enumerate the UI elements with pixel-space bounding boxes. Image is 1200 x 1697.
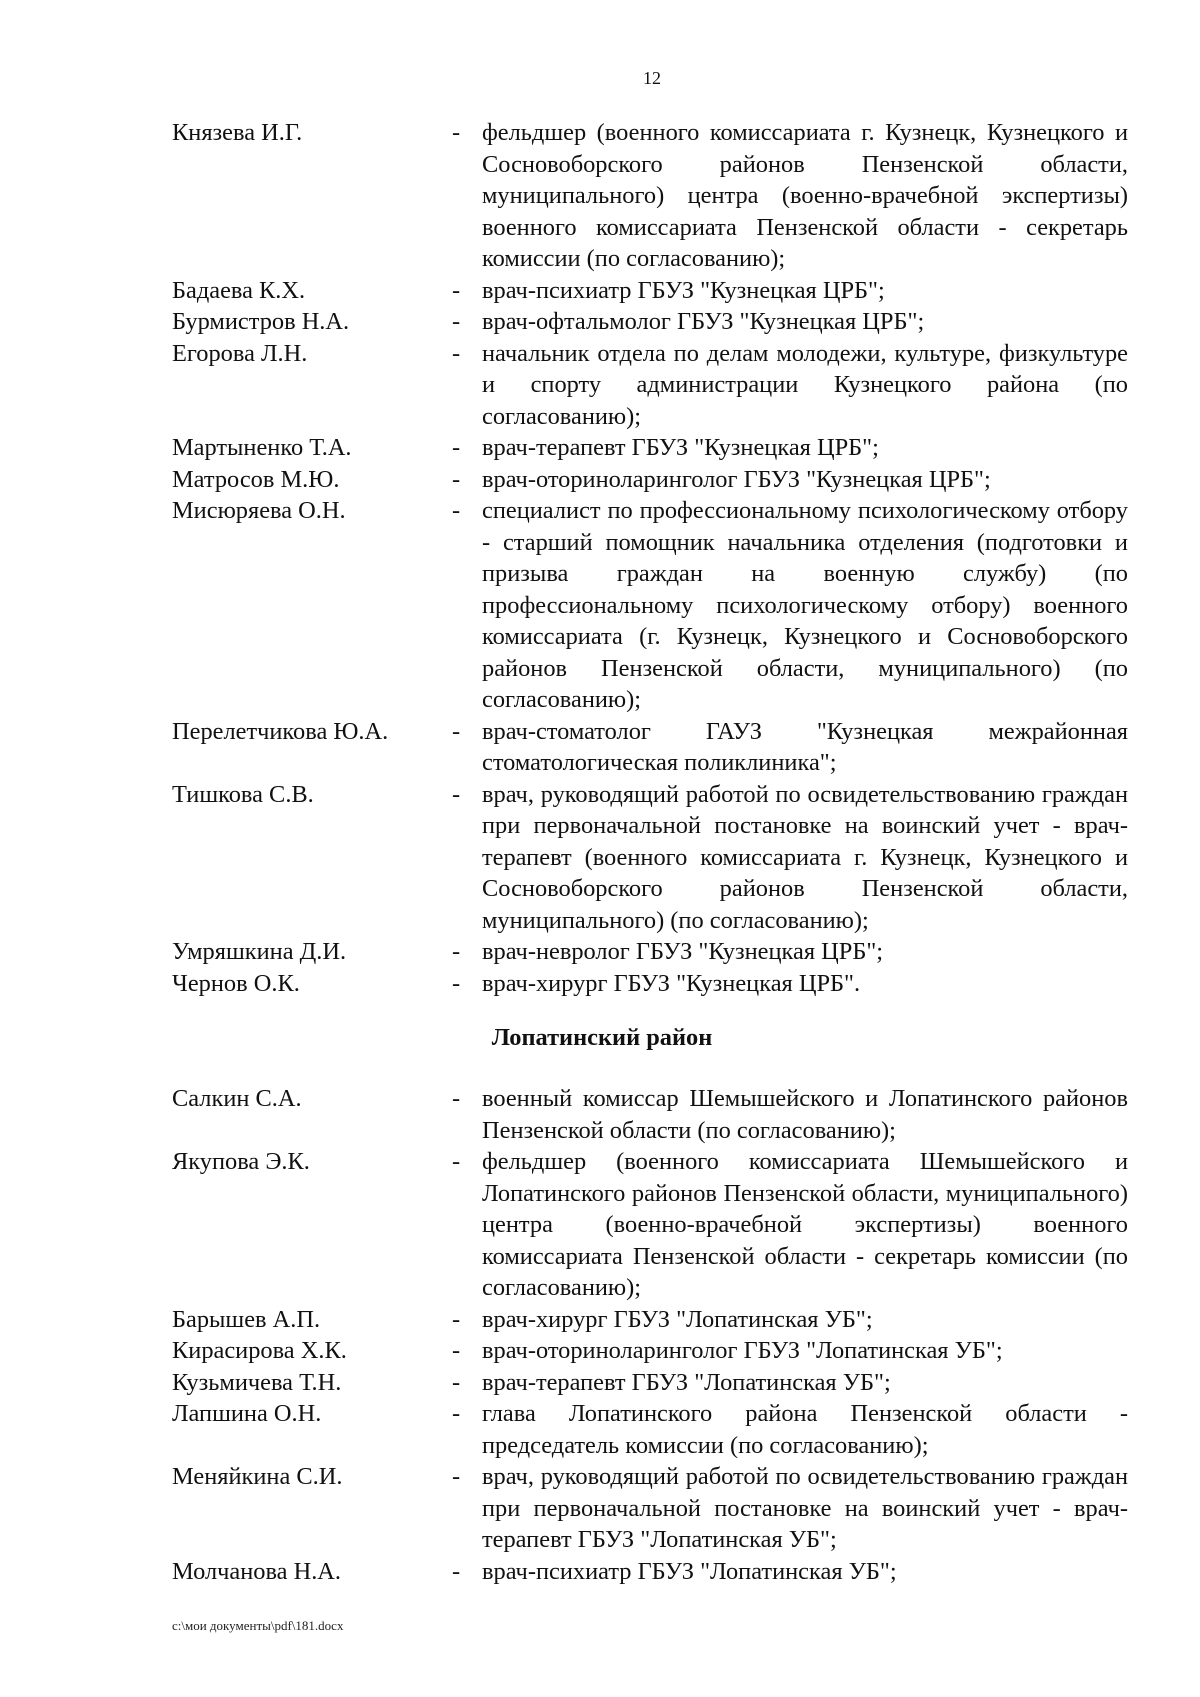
dash-separator: -: [452, 1148, 461, 1175]
member-position: специалист по профессиональному психологическому отбору - старший помощник начальника отделения (подготовки и призыва граждан на военную службу) (по профессиональному психологическому отбору) военного комиссариата (г. Кузнецк, Кузнецкого и Сосновоборского районов Пензенской области, муниципального) (по согласованию);: [482, 497, 1128, 713]
member-name: Матросов М.Ю.: [172, 465, 340, 493]
member-position: начальник отдела по делам молодежи, культуре, физкультуре и спорту администрации Кузнецкого района (по согласованию);: [482, 339, 1128, 430]
dash-separator: -: [452, 1400, 461, 1427]
member-name: Тишкова С.В.: [172, 780, 314, 808]
member-position: врач-невролог ГБУЗ "Кузнецкая ЦРБ";: [482, 938, 884, 965]
member-name: Перелетчикова Ю.А.: [172, 717, 389, 745]
dash-separator: -: [452, 465, 461, 493]
member-position: фельдшер (военного комиссариата Шемышейского и Лопатинского районов Пензенской области, муниципального) центра (военно-врачебной экспертизы) военного комиссариата Пензенской области - секретарь комиссии (по согласованию);: [482, 1148, 1128, 1301]
member-name: Бурмистров Н.А.: [172, 308, 350, 335]
list-item: [172, 716, 1138, 779]
dash-separator: -: [452, 434, 461, 461]
dash-separator: -: [452, 1368, 461, 1396]
footer-file-path: c:\мои документы\pdf\181.docx: [172, 1618, 344, 1633]
dash-separator: -: [452, 969, 461, 997]
dash-separator: -: [452, 1305, 461, 1333]
member-position: врач-психиатр ГБУЗ "Кузнецкая ЦРБ";: [482, 276, 885, 304]
member-position: врач-терапевт ГБУЗ "Лопатинская УБ";: [482, 1368, 891, 1396]
dash-separator: -: [452, 1337, 461, 1364]
member-position: врач-оториноларинголог ГБУЗ "Кузнецкая ЦРБ";: [482, 465, 991, 493]
member-name: Кузьмичева Т.Н.: [172, 1368, 342, 1396]
commission-list-bottom: [172, 1083, 1138, 1587]
list-item: [172, 464, 1138, 496]
list-item: [172, 968, 1138, 1000]
member-position: врач-офтальмолог ГБУЗ "Кузнецкая ЦРБ";: [482, 308, 925, 335]
member-position: врач-терапевт ГБУЗ "Кузнецкая ЦРБ";: [482, 434, 879, 461]
list-item: [172, 1461, 1138, 1556]
list-item: [172, 495, 1138, 716]
dash-separator: -: [452, 1463, 461, 1490]
member-name: Кирасирова Х.К.: [172, 1337, 347, 1364]
dash-separator: -: [452, 938, 461, 965]
member-name: Барышев А.П.: [172, 1305, 321, 1333]
member-name: Молчанова Н.А.: [172, 1557, 342, 1585]
dash-separator: -: [452, 780, 461, 808]
list-item: [172, 779, 1138, 937]
member-name: Мисюряева О.Н.: [172, 497, 346, 524]
member-position: врач-хирург ГБУЗ "Лопатинская УБ";: [482, 1305, 873, 1333]
member-name: Меняйкина С.И.: [172, 1463, 343, 1490]
list-item: [172, 1556, 1138, 1588]
member-name: Мартыненко Т.А.: [172, 434, 352, 461]
dash-separator: -: [452, 717, 461, 745]
member-position: военный комиссар Шемышейского и Лопатинского районов Пензенской области (по согласованию);: [482, 1085, 1128, 1144]
dash-separator: -: [452, 1557, 461, 1585]
list-item: [172, 1367, 1138, 1399]
member-position: врач-оториноларинголог ГБУЗ "Лопатинская УБ";: [482, 1337, 1003, 1364]
list-item: [172, 306, 1138, 338]
member-name: Умряшкина Д.И.: [172, 938, 347, 965]
dash-separator: -: [452, 308, 461, 335]
member-name: Лапшина О.Н.: [172, 1400, 322, 1427]
member-name: Салкин С.А.: [172, 1085, 302, 1112]
list-item: [172, 117, 1138, 275]
commission-list-top: [172, 117, 1138, 999]
list-item: [172, 1304, 1138, 1336]
dash-separator: -: [452, 119, 461, 146]
dash-separator: -: [452, 1085, 461, 1112]
member-position: врач, руководящий работой по освидетельствованию граждан при первоначальной постановке на воинский учет - врач-терапевт (военного комиссариата г. Кузнецк, Кузнецкого и Сосновоборского районов Пензенской области, муниципального) (по согласованию);: [482, 780, 1128, 934]
list-item: [172, 1398, 1138, 1461]
dash-separator: -: [452, 276, 461, 304]
member-position: врач-стоматолог ГАУЗ "Кузнецкая межрайонная стоматологическая поликлиника";: [482, 717, 1128, 776]
member-name: Бадаева К.Х.: [172, 276, 306, 304]
list-item: [172, 275, 1138, 307]
member-name: Князева И.Г.: [172, 119, 303, 146]
list-item: [172, 432, 1138, 464]
list-item: [172, 1083, 1138, 1146]
member-position: врач-хирург ГБУЗ "Кузнецкая ЦРБ".: [482, 969, 861, 997]
list-item: [172, 1335, 1138, 1367]
member-position: врач, руководящий работой по освидетельствованию граждан при первоначальной постановке на воинский учет - врач-терапевт ГБУЗ "Лопатинская УБ";: [482, 1463, 1128, 1553]
list-item: [172, 936, 1138, 968]
list-item: [172, 1146, 1138, 1304]
member-name: Якупова Э.К.: [172, 1148, 310, 1175]
page-number: 12: [643, 68, 661, 88]
member-position: врач-психиатр ГБУЗ "Лопатинская УБ";: [482, 1557, 897, 1585]
member-name: Чернов О.К.: [172, 969, 300, 997]
member-position: глава Лопатинского района Пензенской области - председатель комиссии (по согласованию);: [482, 1400, 1128, 1459]
dash-separator: -: [452, 339, 461, 367]
list-item: [172, 338, 1138, 433]
dash-separator: -: [452, 497, 461, 524]
member-name: Егорова Л.Н.: [172, 339, 308, 367]
section-title: Лопатинский район: [491, 1024, 713, 1051]
member-position: фельдшер (военного комиссариата г. Кузнецк, Кузнецкого и Сосновоборского районов Пензенской области, муниципального) центра (военно-врачебной экспертизы) военного комиссариата Пензенской области - секретарь комиссии (по согласованию);: [482, 119, 1128, 272]
